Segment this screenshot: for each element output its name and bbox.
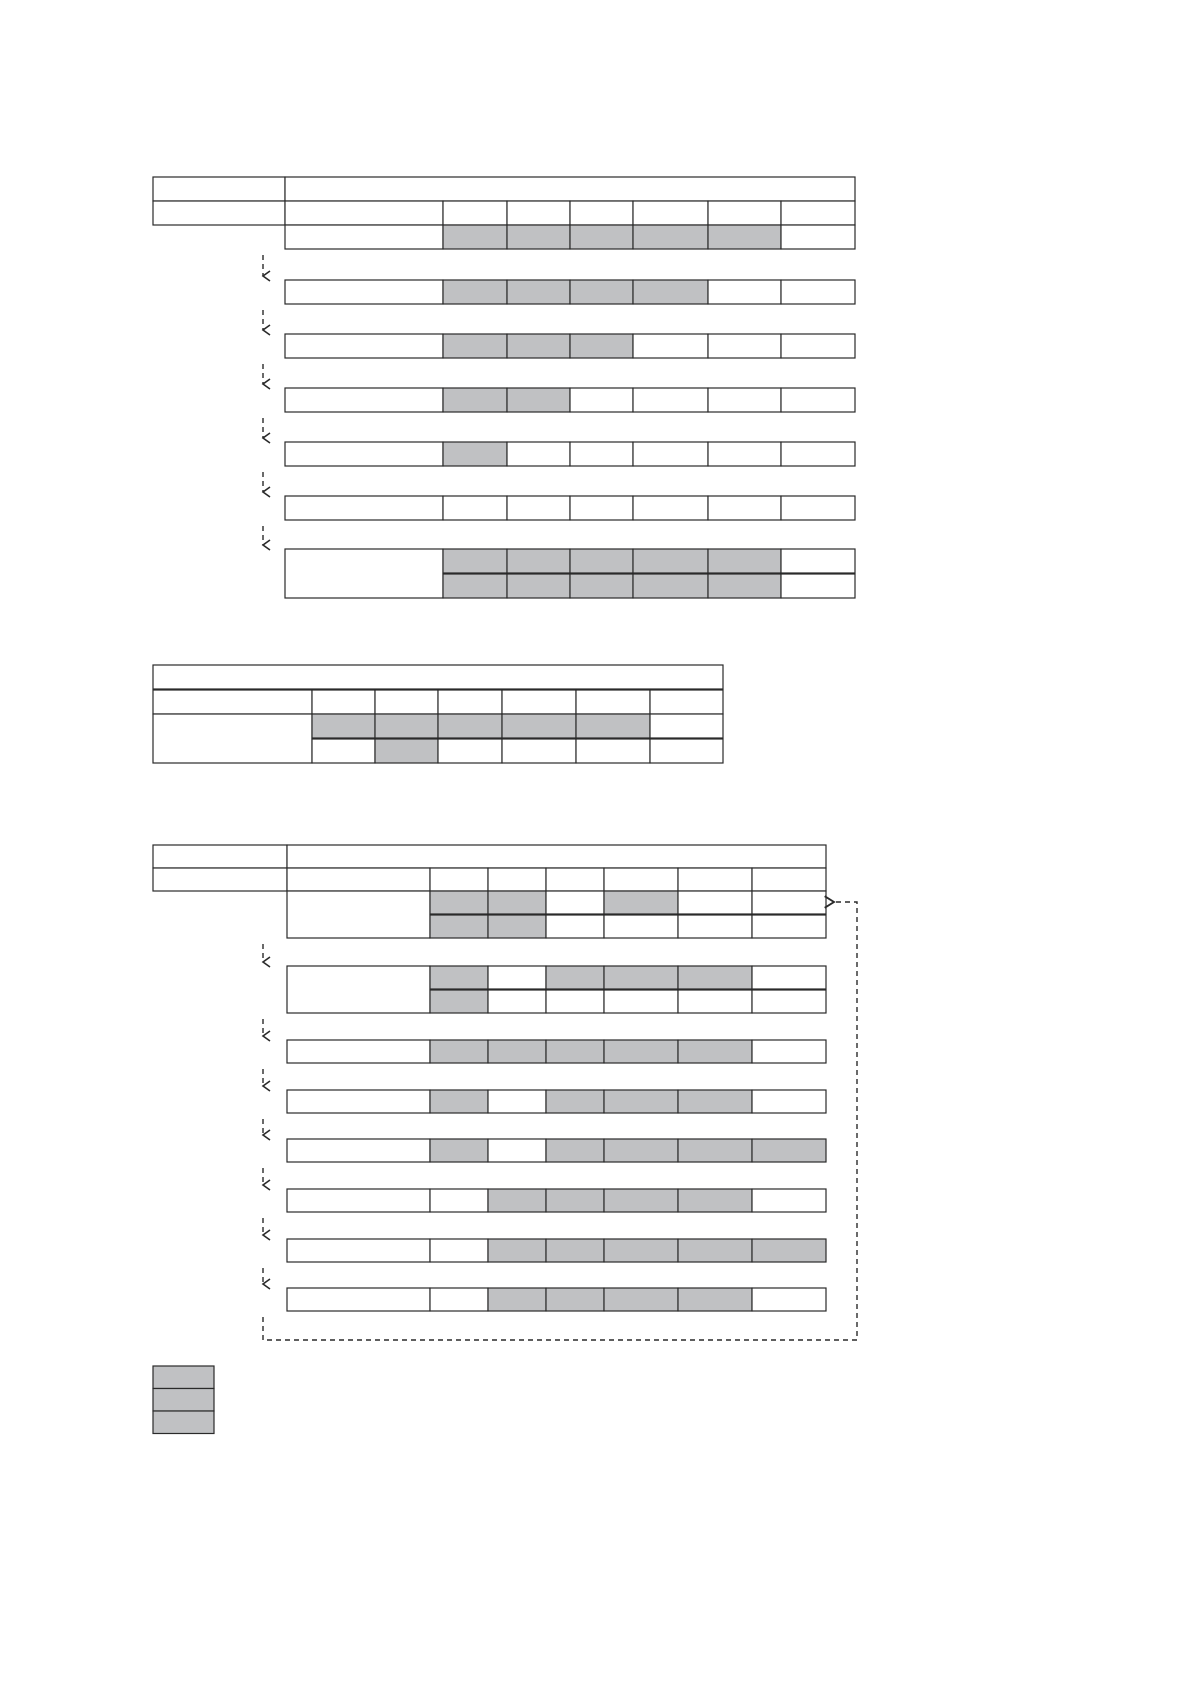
state-4-cell-3	[570, 388, 633, 412]
state-7-row-1-cell-5	[708, 549, 781, 573]
state-2-cell-5	[708, 280, 781, 304]
state-7-cell-1	[430, 1239, 488, 1262]
state-3-cell-4	[604, 1040, 678, 1063]
state-5-cell-3	[546, 1139, 604, 1162]
state-6-cell-6	[752, 1189, 826, 1212]
header-column-cell-5	[708, 201, 781, 225]
state-6-cell-6	[781, 496, 855, 520]
header-column-cell-5	[678, 868, 752, 891]
state-4-cell-6	[781, 388, 855, 412]
state-5-cell-5	[708, 442, 781, 466]
header-column-cell-3	[570, 201, 633, 225]
state-5-cell-4	[604, 1139, 678, 1162]
header-column-cell-1	[443, 201, 507, 225]
state-2-cell-3	[570, 280, 633, 304]
state-3-cell-1	[430, 1040, 488, 1063]
state-6-cell-5	[678, 1189, 752, 1212]
header-column-cell-2	[375, 690, 438, 714]
pair-row-2-cell-3	[438, 739, 502, 763]
state-8-cell-6	[752, 1288, 826, 1311]
header-label-cell	[153, 690, 312, 714]
legend	[153, 1366, 214, 1434]
state-7-row-2-cell-4	[633, 574, 708, 598]
state-7-row-2-cell-6	[781, 574, 855, 598]
state-label-cell	[287, 891, 430, 938]
state-label-cell	[285, 496, 443, 520]
header-left-bottom	[153, 868, 287, 891]
state-4-cell-5	[678, 1090, 752, 1113]
state-1-row-2-cell-6	[752, 915, 826, 938]
header-column-cell-6	[752, 868, 826, 891]
state-label-cell	[287, 1090, 430, 1113]
pair-row-1-cell-2	[375, 714, 438, 738]
state-1-row-1-cell-4	[604, 891, 678, 914]
state-7-row-1-cell-2	[507, 549, 570, 573]
state-7-cell-2	[488, 1239, 546, 1262]
table-title-row	[153, 665, 723, 689]
state-label-cell	[287, 1288, 430, 1311]
diagram-middle	[153, 665, 723, 763]
state-4-cell-4	[604, 1090, 678, 1113]
state-1-row-2-cell-5	[678, 915, 752, 938]
state-6-cell-3	[546, 1189, 604, 1212]
state-4-cell-2	[488, 1090, 546, 1113]
state-label-cell	[287, 966, 430, 1013]
state-7-cell-6	[752, 1239, 826, 1262]
state-5-cell-2	[488, 1139, 546, 1162]
pair-row-1-cell-4	[502, 714, 576, 738]
state-7-row-1-cell-3	[570, 549, 633, 573]
state-6-cell-5	[708, 496, 781, 520]
pair-row-2-cell-2	[375, 739, 438, 763]
state-label-cell	[285, 280, 443, 304]
header-left-top	[153, 845, 287, 868]
state-2-row-1-cell-6	[752, 966, 826, 989]
state-6-cell-2	[488, 1189, 546, 1212]
state-5-cell-6	[781, 442, 855, 466]
state-2-row-2-cell-4	[604, 990, 678, 1013]
state-7-cell-4	[604, 1239, 678, 1262]
state-4-cell-6	[752, 1090, 826, 1113]
state-3-cell-2	[488, 1040, 546, 1063]
state-3-cell-5	[678, 1040, 752, 1063]
state-label-cell	[287, 1139, 430, 1162]
legend-swatch	[153, 1366, 214, 1389]
state-1-cell-2	[507, 225, 570, 249]
state-3-cell-5	[708, 334, 781, 358]
state-2-row-2-cell-6	[752, 990, 826, 1013]
header-label-cell	[287, 868, 430, 891]
state-7-row-1-cell-6	[781, 549, 855, 573]
state-label-cell	[285, 388, 443, 412]
state-4-cell-1	[430, 1090, 488, 1113]
header-right-top	[287, 845, 826, 868]
state-4-cell-1	[443, 388, 507, 412]
state-5-cell-3	[570, 442, 633, 466]
state-1-cell-6	[781, 225, 855, 249]
state-4-cell-4	[633, 388, 708, 412]
header-left-bottom	[153, 201, 285, 225]
header-left-top	[153, 177, 285, 201]
state-6-cell-1	[443, 496, 507, 520]
state-7-cell-3	[546, 1239, 604, 1262]
header-column-cell-5	[576, 690, 650, 714]
state-3-cell-1	[443, 334, 507, 358]
state-5-cell-1	[430, 1139, 488, 1162]
state-1-row-1-cell-5	[678, 891, 752, 914]
state-1-row-1-cell-6	[752, 891, 826, 914]
header-column-cell-4	[633, 201, 708, 225]
state-8-cell-5	[678, 1288, 752, 1311]
state-7-row-1-cell-4	[633, 549, 708, 573]
state-7-row-2-cell-5	[708, 574, 781, 598]
state-1-cell-4	[633, 225, 708, 249]
header-column-cell-1	[430, 868, 488, 891]
state-6-cell-4	[633, 496, 708, 520]
pair-row-1-cell-1	[312, 714, 375, 738]
state-1-cell-3	[570, 225, 633, 249]
pair-row-1-cell-6	[650, 714, 723, 738]
state-1-row-2-cell-1	[430, 915, 488, 938]
state-2-cell-2	[507, 280, 570, 304]
state-1-row-1-cell-3	[546, 891, 604, 914]
state-3-cell-2	[507, 334, 570, 358]
state-2-row-2-cell-1	[430, 990, 488, 1013]
pair-row-2-cell-6	[650, 739, 723, 763]
state-7-row-1-cell-1	[443, 549, 507, 573]
state-8-cell-1	[430, 1288, 488, 1311]
state-label-cell	[285, 549, 443, 598]
state-2-row-1-cell-3	[546, 966, 604, 989]
state-2-row-2-cell-5	[678, 990, 752, 1013]
state-5-cell-5	[678, 1139, 752, 1162]
header-column-cell-3	[438, 690, 502, 714]
diagram-top	[153, 177, 855, 598]
state-3-cell-3	[546, 1040, 604, 1063]
header-column-cell-3	[546, 868, 604, 891]
state-4-cell-2	[507, 388, 570, 412]
state-3-cell-4	[633, 334, 708, 358]
state-1-cell-1	[443, 225, 507, 249]
state-2-cell-4	[633, 280, 708, 304]
state-label-cell	[287, 1040, 430, 1063]
state-1-row-2-cell-2	[488, 915, 546, 938]
state-3-cell-6	[752, 1040, 826, 1063]
state-2-row-2-cell-2	[488, 990, 546, 1013]
pair-row-2-cell-4	[502, 739, 576, 763]
header-column-cell-2	[488, 868, 546, 891]
state-6-cell-1	[430, 1189, 488, 1212]
state-1-row-2-cell-3	[546, 915, 604, 938]
state-label-cell	[285, 225, 443, 249]
state-5-cell-6	[752, 1139, 826, 1162]
state-label-cell	[287, 1189, 430, 1212]
state-2-row-1-cell-5	[678, 966, 752, 989]
header-label-cell	[285, 201, 443, 225]
state-3-cell-3	[570, 334, 633, 358]
state-5-cell-4	[633, 442, 708, 466]
state-2-cell-1	[443, 280, 507, 304]
state-8-cell-4	[604, 1288, 678, 1311]
pair-row-1-cell-5	[576, 714, 650, 738]
row-label-cell	[153, 714, 312, 763]
state-2-cell-6	[781, 280, 855, 304]
state-2-row-1-cell-1	[430, 966, 488, 989]
state-2-row-2-cell-3	[546, 990, 604, 1013]
state-6-cell-4	[604, 1189, 678, 1212]
header-column-cell-2	[507, 201, 570, 225]
state-1-row-1-cell-1	[430, 891, 488, 914]
state-8-cell-3	[546, 1288, 604, 1311]
pair-row-2-cell-1	[312, 739, 375, 763]
legend-swatch	[153, 1389, 214, 1412]
state-4-cell-3	[546, 1090, 604, 1113]
state-label-cell	[287, 1239, 430, 1262]
state-3-cell-6	[781, 334, 855, 358]
header-column-cell-1	[312, 690, 375, 714]
state-7-row-2-cell-2	[507, 574, 570, 598]
header-column-cell-6	[650, 690, 723, 714]
pair-row-1-cell-3	[438, 714, 502, 738]
state-1-row-1-cell-2	[488, 891, 546, 914]
state-1-row-2-cell-4	[604, 915, 678, 938]
state-1-cell-5	[708, 225, 781, 249]
state-7-cell-5	[678, 1239, 752, 1262]
state-4-cell-5	[708, 388, 781, 412]
legend-swatch	[153, 1411, 214, 1434]
state-2-row-1-cell-4	[604, 966, 678, 989]
header-column-cell-4	[502, 690, 576, 714]
state-5-cell-1	[443, 442, 507, 466]
diagram-bottom	[153, 845, 857, 1340]
header-column-cell-6	[781, 201, 855, 225]
state-2-row-1-cell-2	[488, 966, 546, 989]
state-7-row-2-cell-3	[570, 574, 633, 598]
state-5-cell-2	[507, 442, 570, 466]
state-6-cell-2	[507, 496, 570, 520]
state-label-cell	[285, 442, 443, 466]
state-8-cell-2	[488, 1288, 546, 1311]
state-6-cell-3	[570, 496, 633, 520]
header-column-cell-4	[604, 868, 678, 891]
state-7-row-2-cell-1	[443, 574, 507, 598]
pair-row-2-cell-5	[576, 739, 650, 763]
header-right-top	[285, 177, 855, 201]
state-label-cell	[285, 334, 443, 358]
